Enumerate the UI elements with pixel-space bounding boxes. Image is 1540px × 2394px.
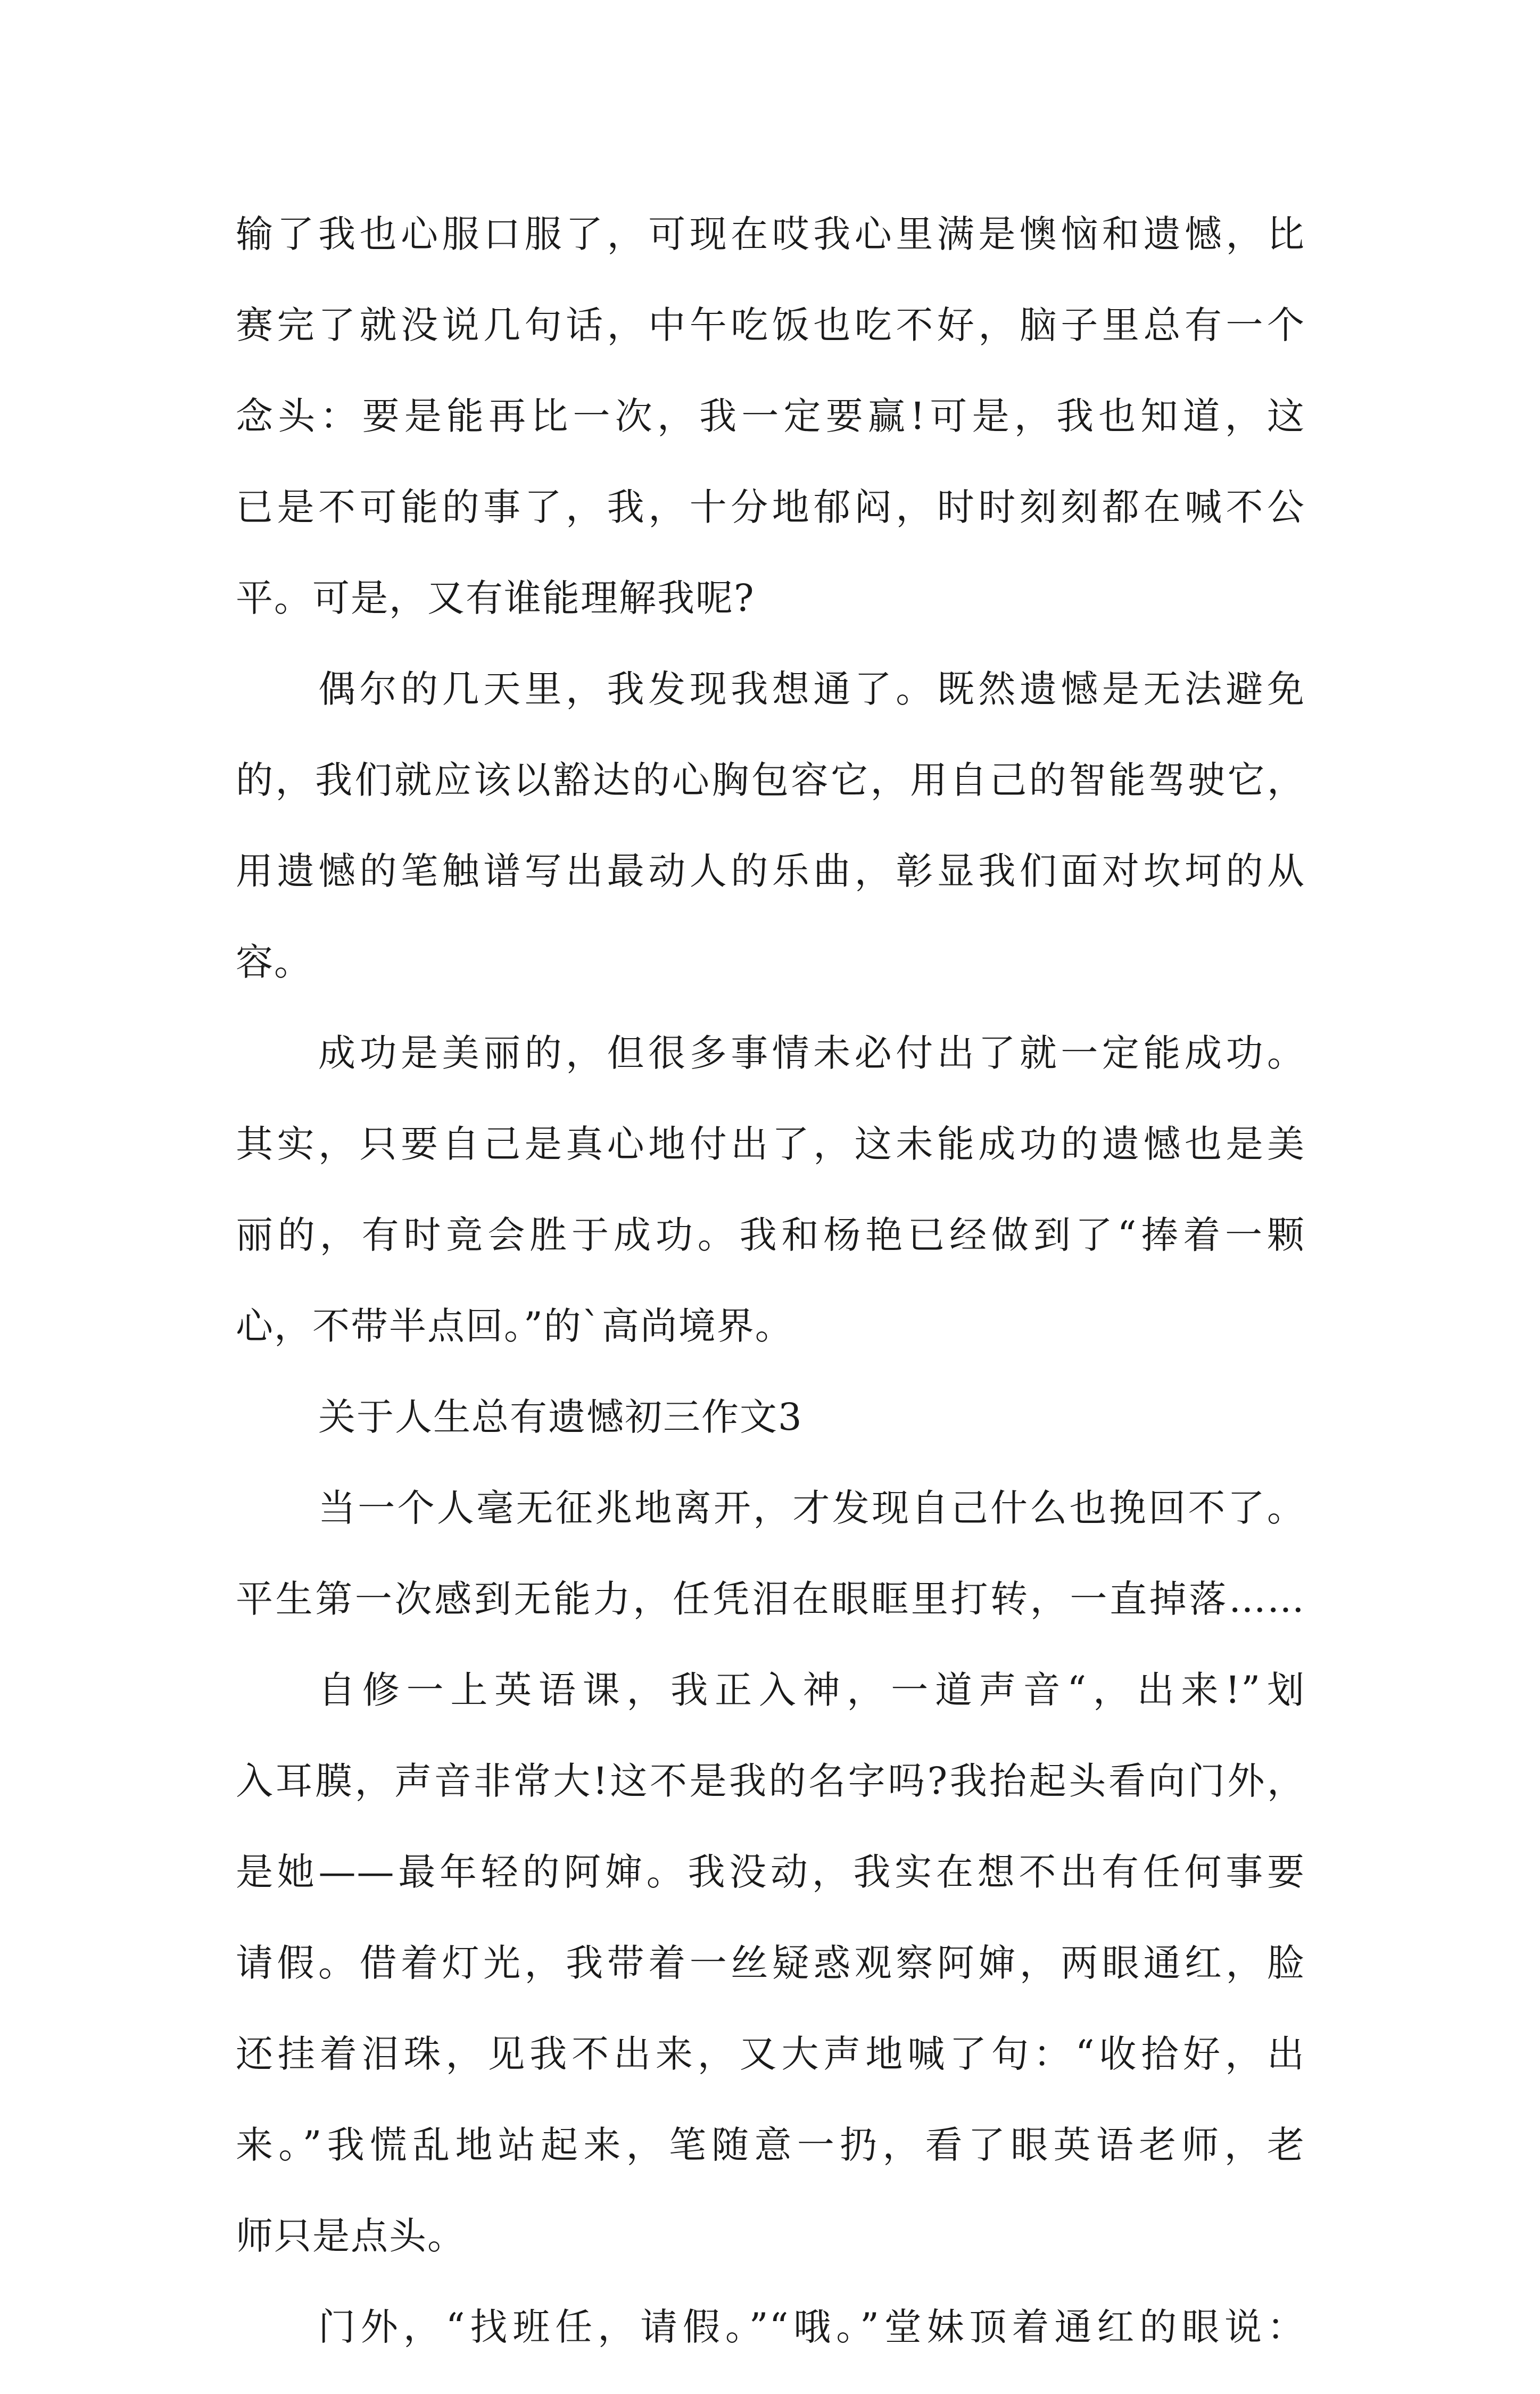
text-line: 平。可是，又有谁能理解我呢? xyxy=(236,576,755,620)
text-line: 来。”我慌乱地站起来，笔随意一扔，看了眼英语老师，老 xyxy=(236,2123,1305,2167)
text-line: 门外，“找班任，请假。”“哦。”堂妹顶着通红的眼说： xyxy=(318,2305,1305,2349)
text-line: 偶尔的几天里，我发现我想通了。既然遗憾是无法避免 xyxy=(318,667,1305,711)
text-line: 自修一上英语课，我正入神，一道声音“，出来!”划 xyxy=(318,1668,1305,1712)
text-line: 心，不带半点回。”的`高尚境界。 xyxy=(236,1304,793,1348)
text-line: 平生第一次感到无能力，任凭泪在眼眶里打转，一直掉落…… xyxy=(236,1577,1305,1621)
text-line: 已是不可能的事了，我，十分地郁闷，时时刻刻都在喊不公 xyxy=(236,485,1305,529)
text-line: 当一个人毫无征兆地离开，才发现自己什么也挽回不了。 xyxy=(318,1486,1305,1530)
text-line: 用遗憾的笔触谱写出最动人的乐曲，彰显我们面对坎坷的从 xyxy=(236,849,1305,893)
text-line: 入耳膜，声音非常大!这不是我的名字吗?我抬起头看向门外， xyxy=(236,1759,1305,1803)
text-line: 容。 xyxy=(236,940,312,984)
section-heading: 关于人生总有遗憾初三作文3 xyxy=(318,1395,803,1439)
text-line: 赛完了就没说几句话，中午吃饭也吃不好，脑子里总有一个 xyxy=(236,303,1305,347)
text-line: 师只是点头。 xyxy=(236,2214,466,2258)
text-line: 成功是美丽的，但很多事情未必付出了就一定能成功。 xyxy=(318,1031,1305,1075)
text-line: 的，我们就应该以豁达的心胸包容它，用自己的智能驾驶它， xyxy=(236,758,1305,802)
text-line: 输了我也心服口服了，可现在哎我心里满是懊恼和遗憾，比 xyxy=(236,212,1305,256)
text-line: 丽的，有时竟会胜于成功。我和杨艳已经做到了“捧着一颗 xyxy=(236,1213,1305,1257)
document-body xyxy=(236,210,1305,2394)
text-line: 请假。借着灯光，我带着一丝疑惑观察阿婶，两眼通红，脸 xyxy=(236,1941,1305,1985)
text-line: 还挂着泪珠，见我不出来，又大声地喊了句：“收拾好，出 xyxy=(236,2032,1305,2076)
text-line: 其实，只要自己是真心地付出了，这未能成功的遗憾也是美 xyxy=(236,1122,1305,1166)
text-line: 念头：要是能再比一次，我一定要赢!可是，我也知道，这 xyxy=(236,394,1305,438)
text-line: 是她——最年轻的阿婶。我没动，我实在想不出有任何事要 xyxy=(236,1850,1305,1894)
